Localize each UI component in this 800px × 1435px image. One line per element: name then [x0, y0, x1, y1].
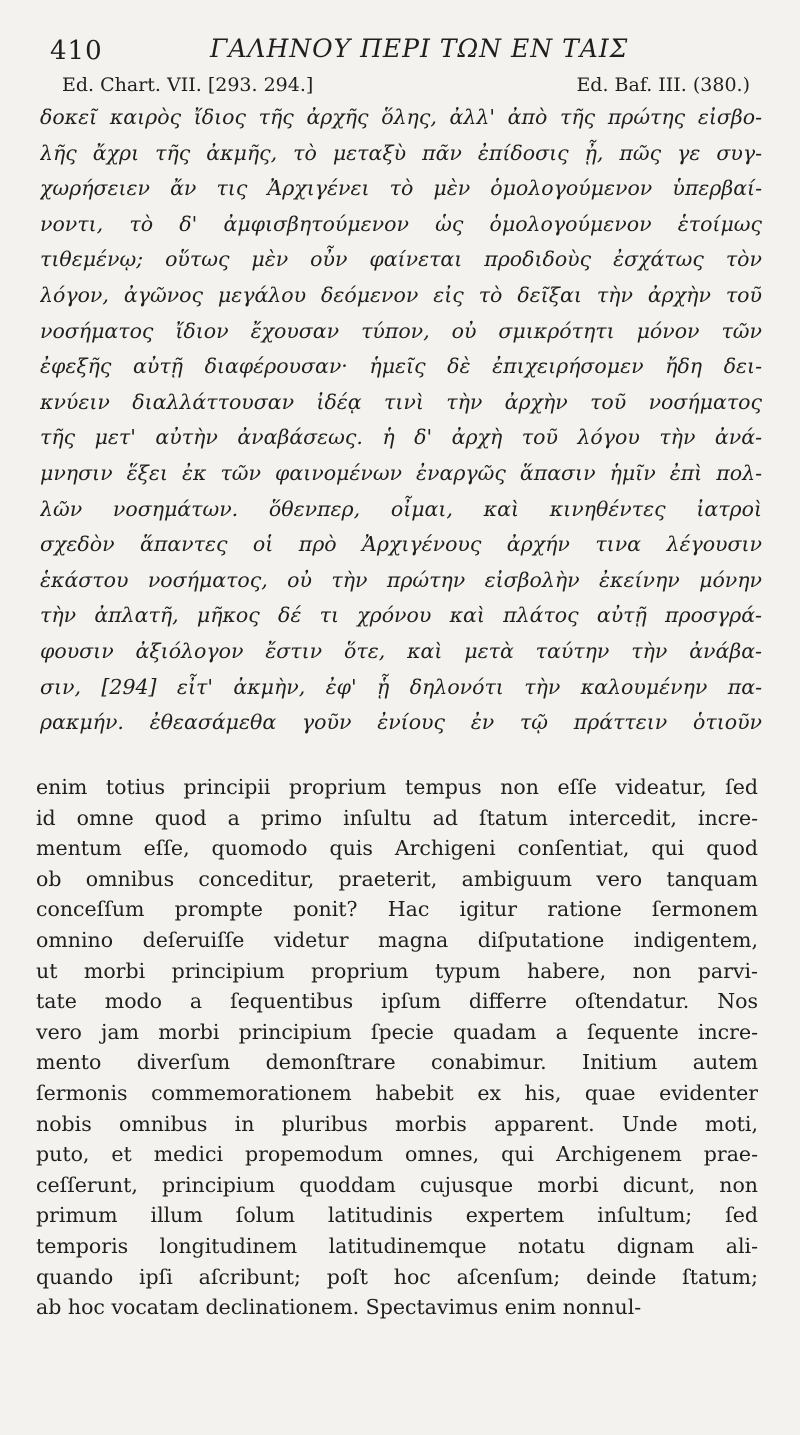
greek-text-line: τῆς μετ' αὐτὴν ἀναβάσεως. ἡ δ' ἀρχὴ τοῦ λόγου τὴν ἀνά-	[40, 425, 762, 450]
greek-text-line: μνησιν ἕξει ἐκ τῶν φαινομένων ἐναργῶς ἅπασιν ἡμῖν ἐπὶ πολ-	[40, 460, 762, 485]
greek-text-line: σιν, [294] εἶτ' ἀκμὴν, ἐφ' ᾗ δηλονότι τὴν καλουμένην πα-	[40, 674, 762, 699]
latin-text-line: mentum eſſe, quomodo quis Archigeni conſentiat, qui quod	[36, 836, 758, 861]
greek-text-line: ἑκάστου νοσήματος, οὐ τὴν πρώτην εἰσβολὴν ἐκείνην μόνην	[40, 567, 762, 592]
greek-text-line: σχεδὸν ἅπαντες οἱ πρὸ Ἀρχιγένους ἀρχήν τινα λέγουσιν	[40, 532, 762, 557]
latin-text-line: nobis omnibus in pluribus morbis apparent. Unde moti,	[36, 1111, 758, 1136]
latin-text-line: vero jam morbi principium ſpecie quadam a ſequente incre-	[36, 1019, 758, 1044]
greek-text-block	[40, 100, 762, 741]
latin-text-line: ut morbi principium proprium typum habere, non parvi-	[36, 958, 758, 983]
latin-text-block	[36, 772, 758, 1323]
running-title: ΓΑΛΗΝΟΥ ΠΕΡΙ ΤΩΝ ΕΝ ΤΑΙΣ	[210, 34, 629, 63]
page-header	[50, 30, 750, 74]
latin-text-line: omnino deſeruiſſe videtur magna diſputatione indigentem,	[36, 927, 758, 952]
latin-text-line: puto, et medici propemodum omnes, qui Archigenem prae-	[36, 1142, 758, 1167]
greek-text-line: ρακμήν. ἐθεασάμεθα γοῦν ἐνίους ἐν τῷ πράττειν ὁτιοῦν	[40, 710, 762, 735]
greek-text-line: λῆς ἄχρι τῆς ἀκμῆς, τὸ μεταξὺ πᾶν ἐπίδοσις ᾖ, πῶς γε συγ-	[40, 140, 762, 165]
greek-text-line: τιθεμένῳ; οὕτως μὲν οὖν φαίνεται προδιδοὺς ἐσχάτως τὸν	[40, 247, 762, 272]
latin-text-line: tate modo a ſequentibus ipſum differre oſtendatur. Nos	[36, 989, 758, 1014]
latin-text-line: conceſſum prompte ponit? Hac igitur ratione ſermonem	[36, 897, 758, 922]
latin-text-line: quando ipſi aſcribunt; poſt hoc aſcenſum; deinde ſtatum;	[36, 1264, 758, 1289]
edition-reference-basel: Ed. Baf. III. (380.)	[576, 74, 750, 96]
latin-text-line: ab hoc vocatam declinationem. Spectavimus enim nonnul-	[36, 1295, 642, 1320]
greek-text-line: κνύειν διαλλάττουσαν ἰδέᾳ τινὶ τὴν ἀρχὴν τοῦ νοσήματος	[40, 389, 762, 414]
greek-text-line: δοκεῖ καιρὸς ἴδιος τῆς ἀρχῆς ὅλης, ἀλλ' ἀπὸ τῆς πρώτης εἰσβο-	[40, 105, 762, 129]
latin-text-line: mento diverſum demonſtrare conabimur. Initium autem	[36, 1050, 758, 1075]
latin-text-line: enim totius principii proprium tempus non eſſe videatur, ſed	[36, 775, 758, 799]
greek-text-line: ἐφεξῆς αὐτῇ διαφέρουσαν· ἡμεῖς δὲ ἐπιχειρήσομεν ἤδη δει-	[40, 354, 762, 379]
greek-text-line: νοσήματος ἴδιον ἔχουσαν τύπον, οὐ σμικρότητι μόνον τῶν	[40, 318, 762, 343]
edition-reference-chartier: Ed. Chart. VII. [293. 294.]	[62, 74, 314, 96]
latin-text-line: primum illum ſolum latitudinis expertem inſultum; ſed	[36, 1203, 758, 1228]
latin-text-line: ceſſerunt, principium quoddam cujusque morbi dicunt, non	[36, 1172, 758, 1197]
greek-text-line: λῶν νοσημάτων. ὅθενπερ, οἶμαι, καὶ κινηθέντες ἰατροὶ	[40, 496, 762, 521]
latin-text-line: temporis longitudinem latitudinemque notatu dignam ali-	[36, 1233, 758, 1258]
greek-text-line: τὴν ἀπλατῆ, μῆκος δέ τι χρόνου καὶ πλάτος αὐτῇ προσγρά-	[40, 603, 762, 628]
greek-text-line: νοντι, τὸ δ' ἀμφισβητούμενον ὡς ὁμολογούμενον ἑτοίμως	[40, 211, 762, 236]
greek-text-line: λόγον, ἀγῶνος μεγάλου δεόμενον εἰς τὸ δεῖξαι τὴν ἀρχὴν τοῦ	[40, 282, 762, 307]
greek-text-line: φουσιν ἀξιόλογον ἔστιν ὅτε, καὶ μετὰ ταύτην τὴν ἀνάβα-	[40, 638, 762, 663]
page-number: 410	[50, 36, 103, 66]
latin-text-line: id omne quod a primo inſultu ad ſtatum intercedit, incre-	[36, 805, 758, 830]
latin-text-line: ſermonis commemorationem habebit ex his, quae evidenter	[36, 1080, 758, 1105]
greek-text-line: χωρήσειεν ἄν τις Ἀρχιγένει τὸ μὲν ὁμολογούμενον ὑπερβαί-	[40, 176, 762, 201]
latin-text-line: ob omnibus conceditur, praeterit, ambiguum vero tanquam	[36, 866, 758, 891]
